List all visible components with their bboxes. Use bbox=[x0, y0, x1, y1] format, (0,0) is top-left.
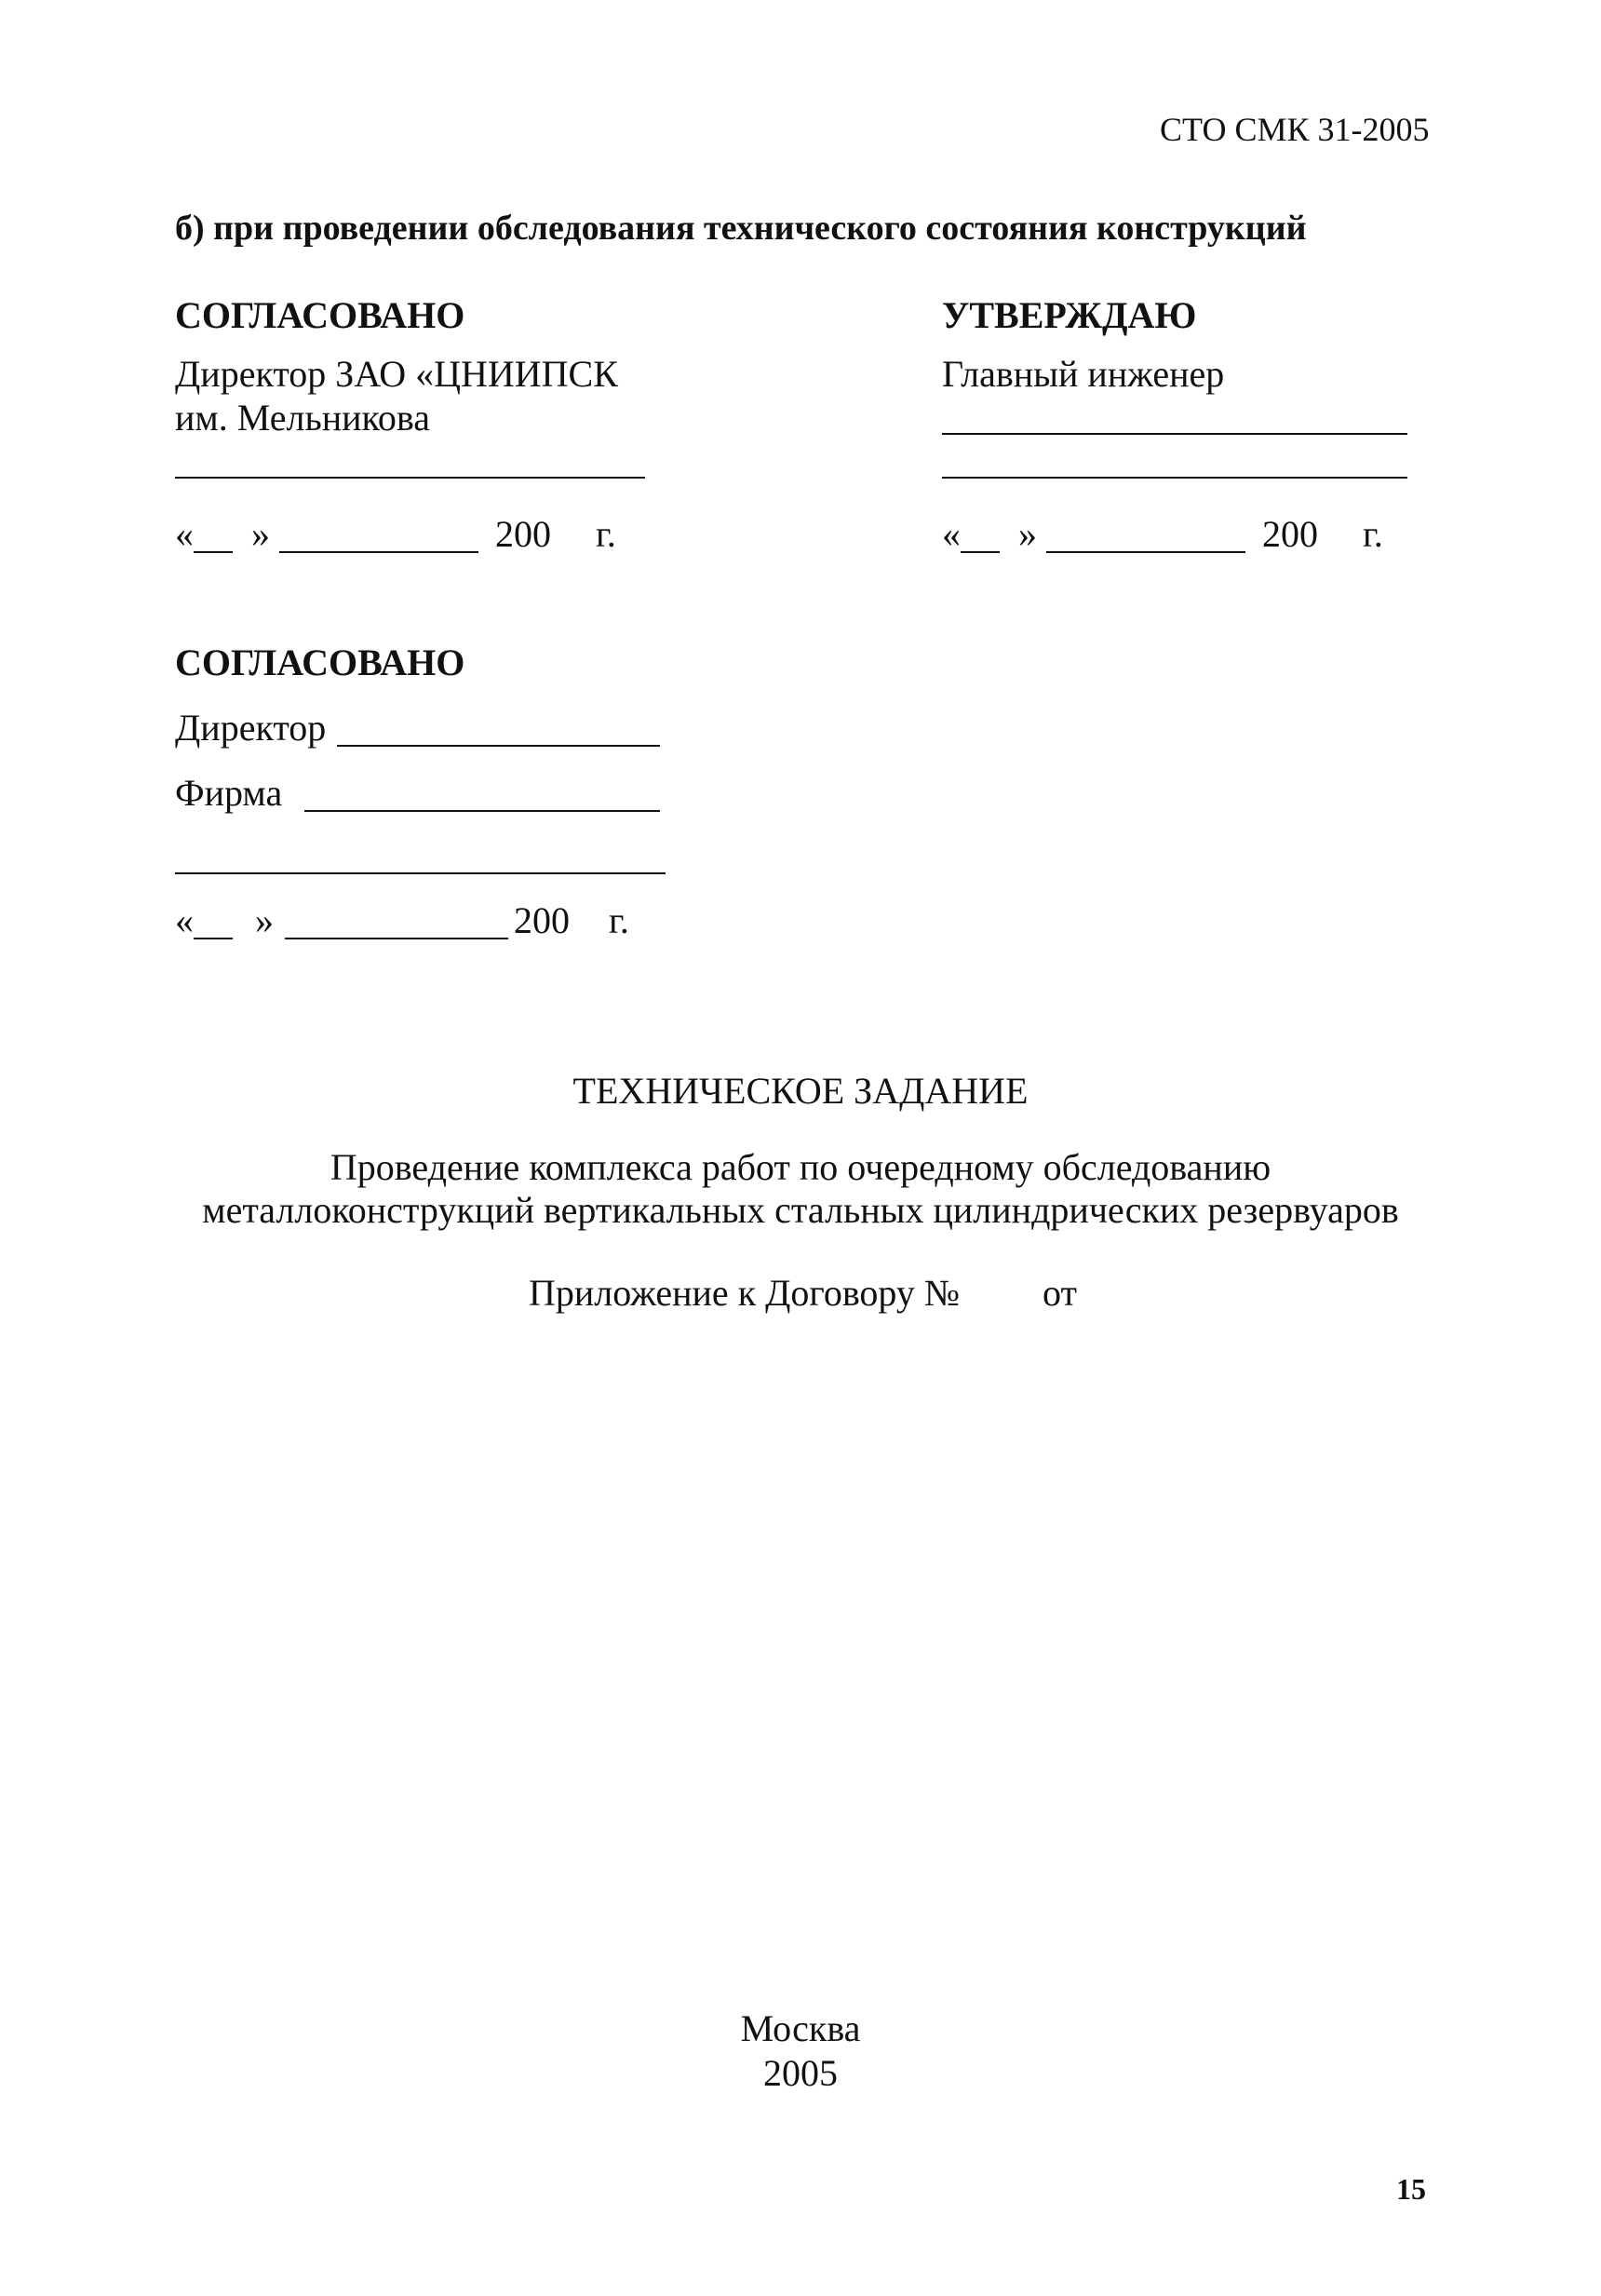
date-field-second bbox=[175, 898, 659, 945]
date-open-quote: « bbox=[175, 513, 194, 555]
date-open-quote: « bbox=[942, 513, 961, 555]
date-close-quote: » bbox=[251, 513, 270, 555]
day-blank bbox=[961, 551, 1000, 553]
director-label: Директор bbox=[175, 707, 327, 749]
appendix-label: Приложение к Договору № bbox=[529, 1272, 961, 1314]
document-code: СТО СМК 31-2005 bbox=[1160, 111, 1430, 148]
approval-left-line2: им. Мельникова bbox=[175, 397, 431, 439]
date-year-suffix: г. bbox=[609, 899, 629, 941]
firm-label: Фирма bbox=[175, 772, 283, 814]
approval-left-title: СОГЛАСОВАНО bbox=[175, 294, 465, 336]
document-subtitle-line2: металлоконструкций вертикальных стальных цилиндрических резервуаров bbox=[202, 1189, 1399, 1231]
date-close-quote: » bbox=[1018, 513, 1037, 555]
month-blank bbox=[1046, 551, 1245, 553]
footer-city: Москва bbox=[740, 2007, 861, 2049]
date-year-suffix: г. bbox=[596, 513, 616, 555]
month-blank bbox=[279, 551, 478, 553]
signature-line bbox=[942, 433, 1407, 435]
approval-left-line1: Директор ЗАО «ЦНИИПСК bbox=[175, 353, 618, 395]
month-blank bbox=[285, 938, 508, 939]
firm-name-blank bbox=[304, 810, 660, 812]
document-title: ТЕХНИЧЕСКОЕ ЗАДАНИЕ bbox=[572, 1070, 1029, 1112]
signature-line bbox=[942, 477, 1407, 479]
appendix-from: от bbox=[1043, 1272, 1077, 1314]
document-subtitle-line1: Проведение комплекса работ по очередному обследованию bbox=[330, 1146, 1271, 1188]
approval-second-title: СОГЛАСОВАНО bbox=[175, 642, 465, 683]
date-year-suffix: г. bbox=[1363, 513, 1383, 555]
approval-right-line1: Главный инженер bbox=[942, 353, 1225, 395]
date-field-right bbox=[942, 512, 1426, 559]
date-year: 200 bbox=[1262, 513, 1318, 555]
page-number: 15 bbox=[1396, 2172, 1426, 2206]
signature-line bbox=[175, 872, 666, 874]
date-open-quote: « bbox=[175, 899, 194, 941]
date-close-quote: » bbox=[255, 899, 274, 941]
director-name-blank bbox=[337, 745, 660, 747]
section-heading: б) при проведении обследования технического состояния конструкций bbox=[175, 209, 1307, 248]
footer-year: 2005 bbox=[763, 2052, 838, 2094]
signature-line bbox=[175, 477, 645, 479]
approval-right-title: УТВЕРЖДАЮ bbox=[942, 294, 1197, 336]
date-year: 200 bbox=[495, 513, 551, 555]
day-blank bbox=[194, 938, 233, 939]
day-blank bbox=[194, 551, 233, 553]
date-field-left bbox=[175, 512, 659, 559]
date-year: 200 bbox=[514, 899, 570, 941]
